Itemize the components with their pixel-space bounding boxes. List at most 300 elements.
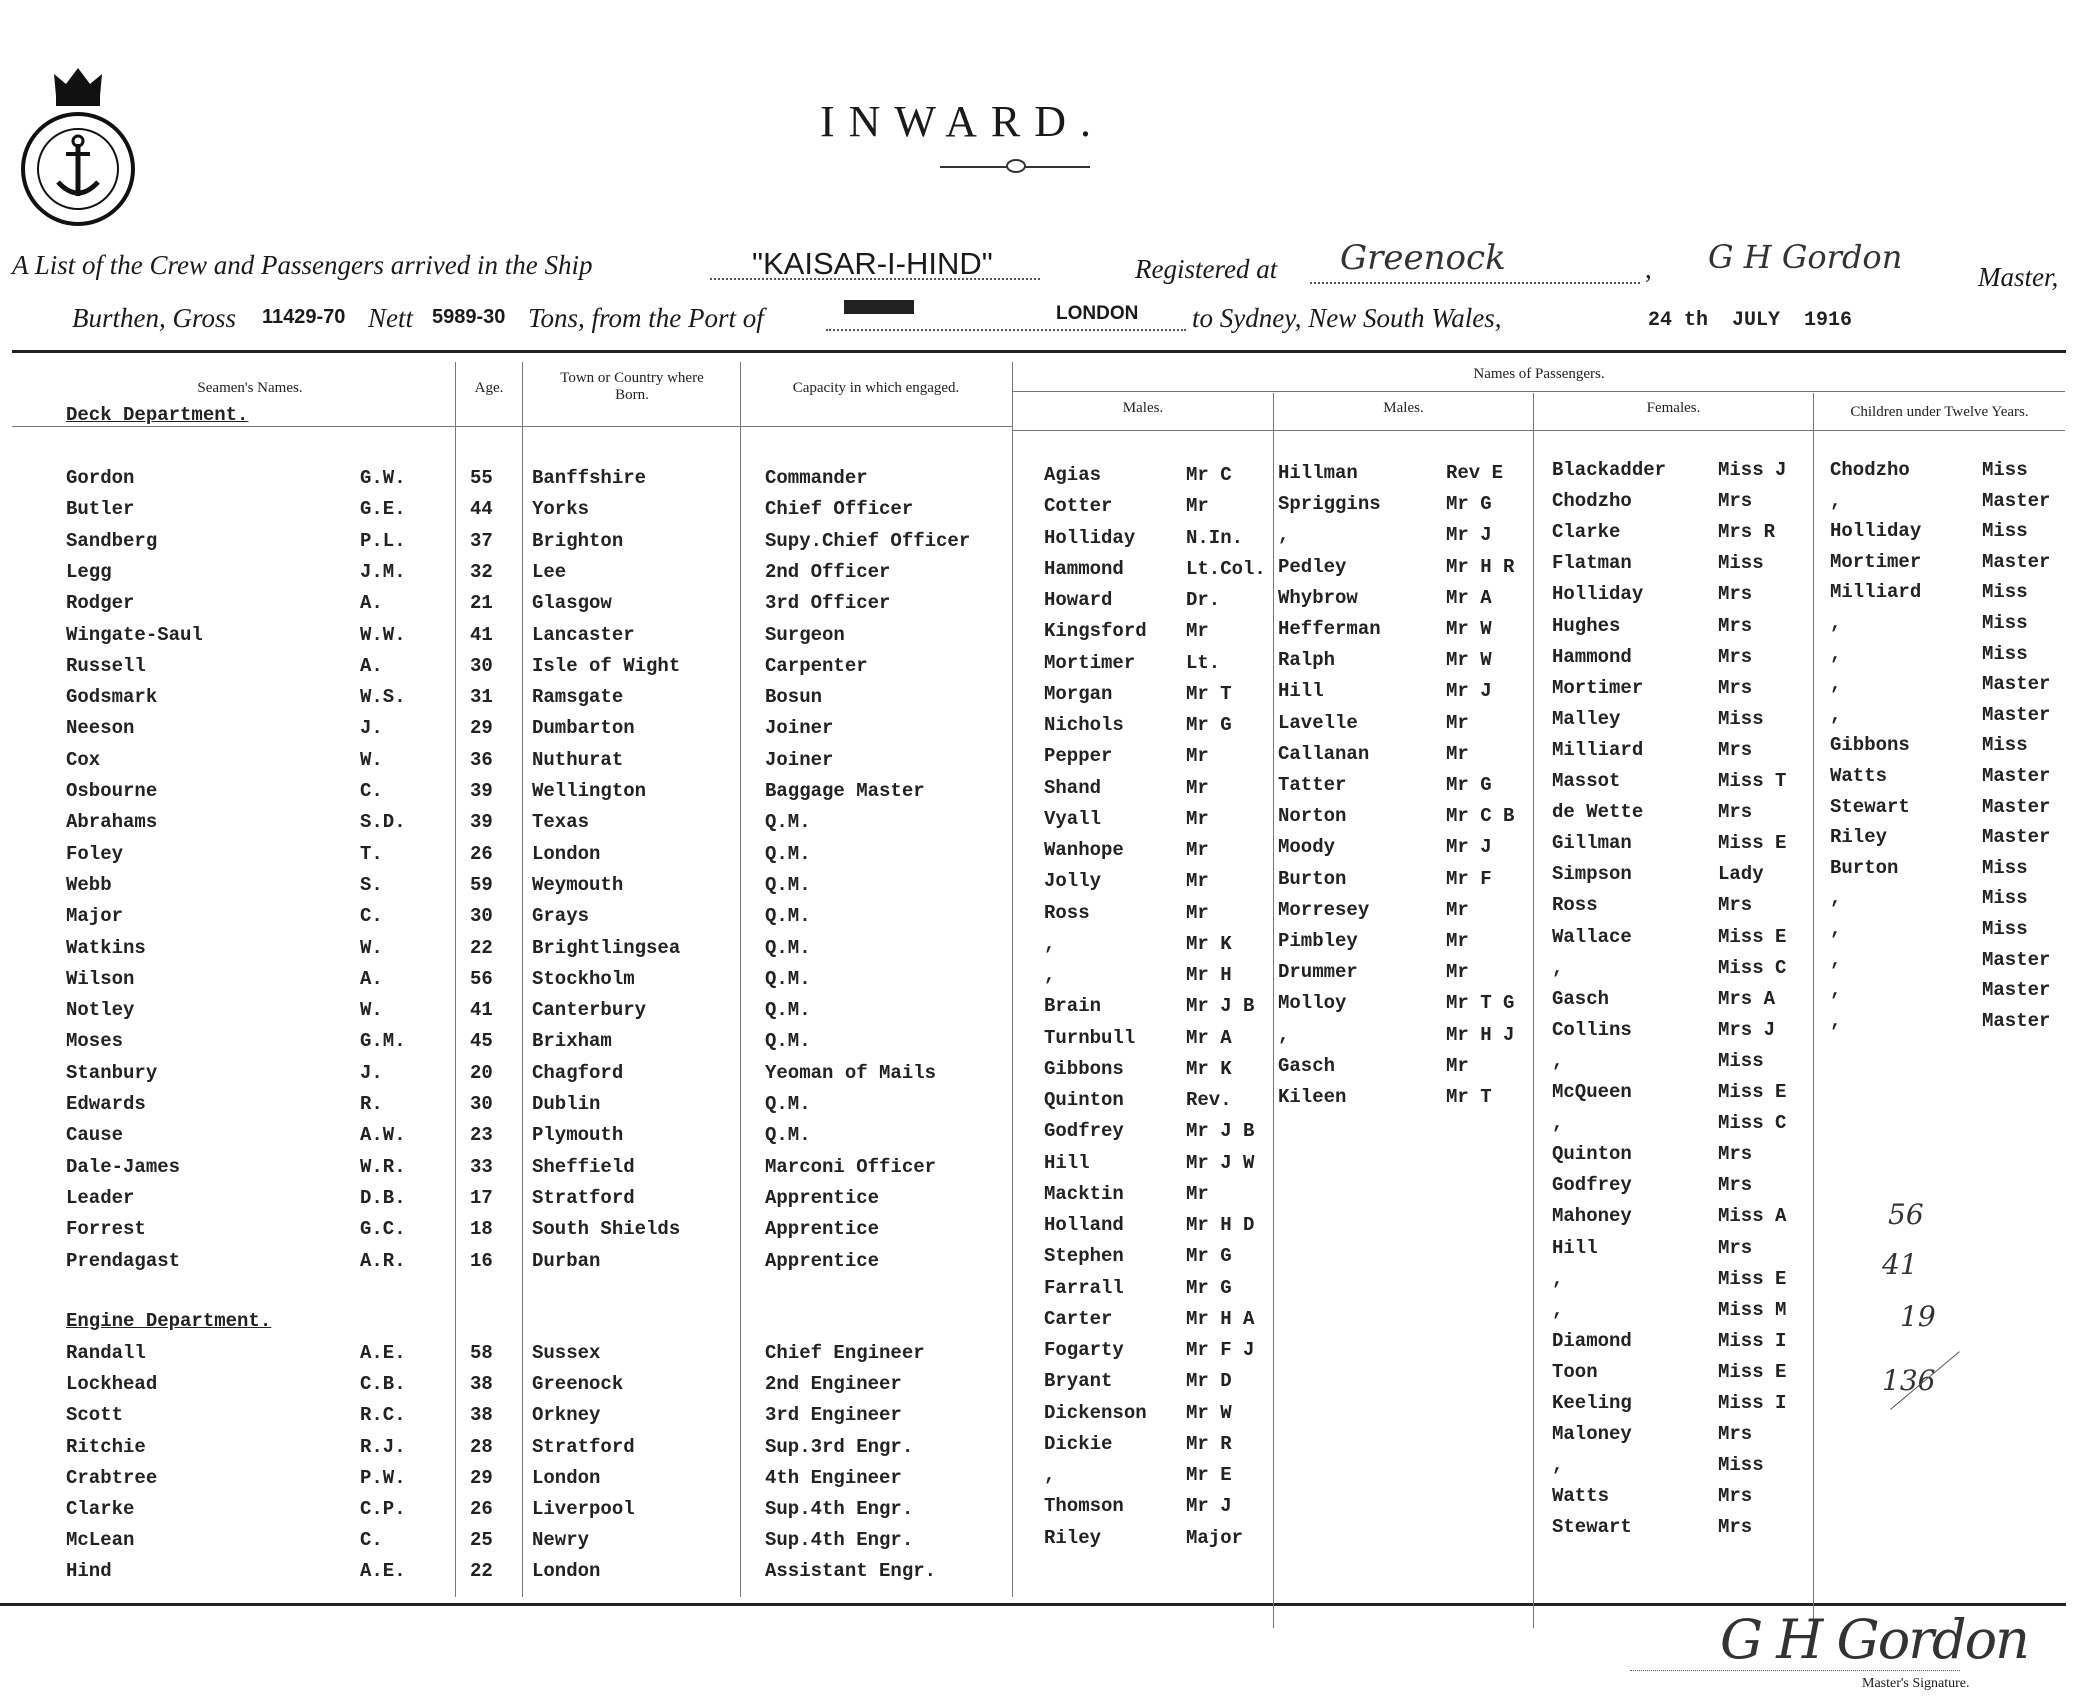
seaman-surname: Cause [66, 1124, 124, 1147]
seaman-surname: Crabtree [66, 1466, 158, 1489]
passenger-male-surname: Wanhope [1044, 839, 1124, 861]
seaman-birthplace: Isle of Wight [532, 654, 681, 677]
seaman-initials: J.M. [360, 560, 406, 583]
passenger-child-surname: , [1830, 612, 1842, 634]
passenger-child-title: Master [1982, 703, 2051, 726]
passenger-female-title: Mrs [1718, 738, 1753, 761]
seaman-birthplace: Greenock [532, 1373, 624, 1396]
passenger-female-title: Miss E [1718, 925, 1787, 948]
passenger-child-surname: , [1830, 673, 1842, 696]
heading-town: Town or Country where Born. [560, 370, 704, 403]
passenger-female-surname: Holliday [1552, 583, 1644, 606]
passenger-male-surname: Ralph [1278, 649, 1336, 672]
passenger-female-surname: Watts [1552, 1485, 1610, 1508]
seaman-age: 38 [470, 1373, 493, 1396]
seaman-age: 33 [470, 1155, 493, 1178]
passenger-female-title: Mrs [1718, 614, 1753, 637]
passenger-male-title: Mr [1186, 870, 1209, 893]
passenger-female-title: Miss [1718, 1049, 1764, 1072]
passenger-child-surname: Burton [1830, 856, 1899, 879]
burthen-label: Burthen, Gross [72, 303, 237, 333]
passenger-child-surname: Riley [1830, 826, 1888, 849]
engine-department-heading: Engine Department. [66, 1310, 272, 1332]
heading-males-2: Males. [1383, 400, 1424, 416]
passenger-female-title: Mrs [1718, 645, 1753, 668]
passenger-male-title: Mr J [1446, 836, 1492, 859]
passenger-female-title: Miss J [1718, 459, 1787, 481]
seaman-surname: Lockhead [66, 1373, 158, 1396]
seaman-initials: R.J. [360, 1435, 406, 1458]
passenger-female-surname: Stewart [1552, 1516, 1632, 1539]
passenger-female-title: Miss E [1718, 832, 1787, 855]
seaman-birthplace: Grays [532, 905, 590, 928]
seaman-capacity: Joiner [765, 748, 834, 771]
seaman-capacity: Chief Officer [765, 498, 914, 521]
seaman-birthplace: Sussex [532, 1342, 601, 1364]
arrival-date: 24 th JULY 1916 [1648, 309, 1853, 332]
passenger-female-surname: Flatman [1552, 552, 1632, 575]
deck-department-heading: Deck Department. [66, 404, 249, 426]
passenger-male-title: Mr W [1446, 618, 1492, 640]
passenger-female-title: Mrs [1718, 801, 1753, 824]
passenger-male-title: Mr G [1186, 1245, 1232, 1268]
passenger-male-title: Mr K [1186, 932, 1232, 955]
seaman-capacity: Supy.Chief Officer [765, 529, 971, 552]
passenger-male-title: Mr C B [1446, 805, 1515, 828]
passenger-male-surname: , [1278, 1023, 1290, 1046]
passenger-female-surname: Maloney [1552, 1423, 1632, 1446]
seaman-age: 56 [470, 967, 493, 990]
seaman-capacity: Q.M. [765, 936, 811, 959]
seaman-birthplace: Brighton [532, 529, 624, 552]
passenger-male-title: Mr J [1186, 1495, 1232, 1518]
seaman-surname: Edwards [66, 1093, 146, 1115]
master-signature [1630, 1600, 2050, 1700]
passenger-male-title: Mr H A [1186, 1307, 1255, 1330]
seaman-initials: S. [360, 873, 383, 896]
seaman-initials: A.W. [360, 1124, 406, 1147]
passenger-female-surname: Hughes [1552, 614, 1621, 637]
seaman-capacity: Q.M. [765, 1030, 811, 1053]
seaman-capacity: 3rd Officer [765, 592, 891, 615]
passenger-female-title: Mrs R [1718, 521, 1776, 544]
tally-number: 19 [1900, 1300, 1936, 1333]
seaman-initials: R. [360, 1093, 383, 1115]
passenger-child-title: Miss [1982, 459, 2028, 481]
passenger-male-title: Rev. [1186, 1089, 1232, 1111]
title-ornament [1006, 159, 1026, 173]
passenger-male-surname: Pimbley [1278, 930, 1358, 952]
seaman-surname: Wilson [66, 967, 135, 990]
seaman-age: 30 [470, 1093, 493, 1115]
passenger-female-title: Mrs [1718, 1485, 1753, 1508]
seaman-initials: W. [360, 748, 383, 771]
passenger-female-surname: , [1552, 1454, 1564, 1477]
passenger-male-surname: Kileen [1278, 1086, 1347, 1108]
seaman-capacity: Q.M. [765, 1093, 811, 1115]
seaman-birthplace: London [532, 1560, 601, 1583]
seaman-initials: G.W. [360, 467, 406, 489]
seaman-initials: C.P. [360, 1498, 406, 1520]
passenger-female-surname: Clarke [1552, 521, 1621, 544]
passenger-female-title: Mrs [1718, 1174, 1753, 1197]
seaman-surname: Rodger [66, 592, 135, 615]
seaman-surname: Foley [66, 842, 124, 865]
seaman-surname: Ritchie [66, 1435, 146, 1458]
passenger-male-title: Mr W [1186, 1401, 1232, 1424]
seaman-surname: Notley [66, 999, 135, 1022]
signature-script: G H Gordon [1720, 1608, 2028, 1671]
passenger-child-title: Master [1982, 795, 2051, 818]
passenger-female-title: Miss C [1718, 956, 1787, 979]
passenger-male-surname: Nichols [1044, 714, 1124, 736]
tally-number: 136 [1882, 1364, 1936, 1397]
seaman-age: 55 [470, 467, 493, 489]
seaman-initials: T. [360, 842, 383, 865]
passenger-male-surname: Hammond [1044, 557, 1124, 580]
seaman-birthplace: Newry [532, 1529, 590, 1552]
passenger-male-surname: Burton [1278, 867, 1347, 890]
passenger-female-title: Mrs [1718, 1516, 1753, 1539]
passenger-male-title: Mr W [1446, 649, 1492, 672]
passenger-male-surname: Vyall [1044, 807, 1102, 830]
passenger-male-title: Mr J B [1186, 995, 1255, 1018]
seaman-birthplace: Wellington [532, 780, 647, 802]
passenger-male-title: Mr [1186, 745, 1209, 768]
passenger-male-title: Mr G [1186, 1276, 1232, 1299]
passenger-male-title: Mr [1186, 839, 1209, 861]
seaman-age: 23 [470, 1124, 493, 1147]
seaman-surname: Randall [66, 1342, 146, 1364]
seaman-capacity: Surgeon [765, 623, 845, 646]
seaman-initials: G.E. [360, 498, 406, 521]
passenger-child-title: Miss [1982, 856, 2028, 879]
seaman-initials: C. [360, 780, 383, 802]
passenger-child-surname: Mortimer [1830, 550, 1922, 573]
seaman-age: 31 [470, 686, 493, 709]
seaman-birthplace: Orkney [532, 1404, 601, 1427]
passenger-female-surname: Keeling [1552, 1392, 1632, 1414]
passenger-child-title: Master [1982, 948, 2051, 971]
seaman-surname: Russell [66, 654, 146, 677]
passenger-male-surname: Lavelle [1278, 711, 1358, 734]
passenger-male-title: Dr. [1186, 589, 1221, 611]
seaman-age: 41 [470, 999, 493, 1022]
passenger-child-title: Miss [1982, 642, 2028, 665]
seaman-age: 38 [470, 1404, 493, 1427]
seaman-age: 41 [470, 623, 493, 646]
seaman-age: 44 [470, 498, 493, 521]
heading-children: Children under Twelve Years. [1850, 404, 2029, 420]
passenger-male-surname: Agias [1044, 464, 1102, 486]
passenger-child-title: Miss [1982, 918, 2028, 940]
seaman-birthplace: Plymouth [532, 1124, 624, 1147]
seaman-age: 22 [470, 936, 493, 959]
seaman-surname: Leader [66, 1186, 135, 1209]
passenger-female-surname: Collins [1552, 1018, 1632, 1041]
passenger-female-surname: Wallace [1552, 925, 1632, 948]
passenger-male-surname: Moody [1278, 836, 1336, 859]
seaman-surname: Cox [66, 748, 101, 771]
seaman-age: 39 [470, 811, 493, 834]
heading-seamen-names: Seamen's Names. [197, 380, 303, 396]
passenger-female-surname: , [1552, 956, 1564, 979]
passenger-female-surname: Mahoney [1552, 1205, 1632, 1228]
seaman-age: 36 [470, 748, 493, 771]
passenger-male-surname: Morgan [1044, 682, 1113, 705]
passenger-male-title: Mr G [1446, 493, 1492, 516]
seaman-age: 25 [470, 1529, 493, 1552]
seaman-birthplace: Brightlingsea [532, 936, 681, 959]
seaman-birthplace: Chagford [532, 1061, 624, 1084]
comma: , [1645, 254, 1652, 284]
passenger-male-surname: Macktin [1044, 1182, 1124, 1205]
passenger-male-surname: Norton [1278, 805, 1347, 828]
seaman-capacity: Sup.4th Engr. [765, 1529, 914, 1552]
passenger-child-title: Miss [1982, 520, 2028, 543]
seaman-age: 17 [470, 1186, 493, 1209]
seaman-initials: A. [360, 592, 383, 615]
passenger-female-surname: Hill [1552, 1236, 1598, 1259]
passenger-male-title: Mr J [1446, 524, 1492, 547]
seaman-initials: P.W. [360, 1466, 406, 1489]
seaman-capacity: Assistant Engr. [765, 1560, 937, 1583]
passenger-male-surname: Hill [1278, 680, 1324, 703]
master-name: G H Gordon [1708, 238, 1903, 276]
passenger-male-title: Mr T [1186, 682, 1232, 705]
passenger-child-title: Miss [1982, 581, 2028, 604]
tally-number: 56 [1888, 1198, 1924, 1231]
passenger-male-surname: Holliday [1044, 526, 1136, 549]
passenger-female-surname: Diamond [1552, 1329, 1632, 1352]
passenger-male-title: Mr [1186, 807, 1209, 830]
seaman-age: 20 [470, 1061, 493, 1084]
seaman-age: 59 [470, 873, 493, 896]
passenger-male-surname: , [1044, 1464, 1056, 1486]
seaman-birthplace: Lancaster [532, 623, 635, 646]
passenger-child-surname: Watts [1830, 765, 1888, 787]
passenger-male-surname: Farrall [1044, 1276, 1124, 1299]
passenger-male-title: Lt.Col. [1186, 557, 1266, 580]
seaman-age: 21 [470, 592, 493, 615]
seaman-surname: Watkins [66, 936, 146, 959]
seaman-initials: W. [360, 936, 383, 959]
passenger-child-surname: , [1830, 918, 1842, 940]
seaman-surname: Dale-James [66, 1155, 181, 1178]
seaman-capacity: Q.M. [765, 1124, 811, 1147]
col-divider-age [455, 362, 456, 1597]
passenger-child-title: Miss [1982, 734, 2028, 757]
seaman-capacity: 4th Engineer [765, 1466, 902, 1489]
seaman-birthplace: London [532, 1466, 601, 1489]
shipping-masters-seal [18, 44, 138, 234]
header-divider [12, 426, 1012, 427]
seaman-surname: Forrest [66, 1218, 146, 1241]
passenger-male-title: Major [1186, 1526, 1244, 1549]
struck-port [844, 300, 914, 314]
passenger-child-title: Master [1982, 673, 2051, 696]
passenger-male-surname: Morresey [1278, 898, 1370, 921]
seaman-birthplace: Canterbury [532, 999, 647, 1022]
passenger-male-surname: , [1044, 932, 1056, 955]
passenger-male-title: Lt. [1186, 651, 1221, 674]
seaman-birthplace: Brixham [532, 1030, 612, 1053]
passenger-male-title: Mr [1186, 776, 1209, 799]
passenger-child-surname: Holliday [1830, 520, 1922, 543]
passenger-female-title: Mrs [1718, 676, 1753, 699]
passenger-female-surname: , [1552, 1112, 1564, 1135]
seaman-surname: Osbourne [66, 780, 158, 802]
table-top-rule [12, 350, 2066, 353]
passenger-male-title: Mr G [1186, 714, 1232, 736]
seaman-birthplace: Stratford [532, 1186, 635, 1209]
heading-age: Age. [474, 380, 504, 396]
seaman-birthplace: Banffshire [532, 467, 647, 489]
passenger-female-surname: Milliard [1552, 738, 1644, 761]
passenger-female-title: Miss M [1718, 1298, 1787, 1321]
seaman-age: 29 [470, 717, 493, 740]
form-title: INWARD. [820, 97, 1105, 146]
seaman-birthplace: London [532, 842, 601, 865]
seaman-age: 58 [470, 1342, 493, 1364]
to-sydney-label: to Sydney, New South Wales, [1192, 303, 1502, 333]
seaman-initials: C.B. [360, 1373, 406, 1396]
heading-females: Females. [1646, 400, 1701, 416]
passenger-female-surname: de Wette [1552, 801, 1644, 824]
passenger-female-title: Mrs [1718, 490, 1753, 513]
tons-from-label: Tons, from the Port of [528, 303, 764, 333]
col-divider-females [1533, 393, 1534, 1628]
passenger-child-surname: , [1830, 1009, 1842, 1032]
seaman-age: 28 [470, 1435, 493, 1458]
passenger-child-title: Miss [1982, 887, 2028, 910]
passenger-male-title: Mr E [1186, 1464, 1232, 1486]
registered-label: Registered at [1135, 254, 1278, 284]
seaman-age: 22 [470, 1560, 493, 1583]
passenger-child-title: Master [1982, 1009, 2051, 1032]
passenger-male-title: Mr [1446, 1054, 1469, 1077]
seaman-initials: W. [360, 999, 383, 1022]
seaman-capacity: Q.M. [765, 811, 811, 834]
passenger-child-title: Miss [1982, 612, 2028, 634]
seaman-birthplace: Liverpool [532, 1498, 635, 1520]
seaman-surname: Prendagast [66, 1249, 181, 1272]
passenger-male-surname: Callanan [1278, 742, 1370, 765]
passenger-female-surname: , [1552, 1267, 1564, 1290]
seaman-initials: C. [360, 905, 383, 928]
passenger-male-surname: Riley [1044, 1526, 1102, 1549]
seaman-capacity: Baggage Master [765, 780, 925, 802]
passenger-child-surname: Chodzho [1830, 459, 1910, 481]
seaman-initials: A. [360, 967, 383, 990]
seaman-surname: Neeson [66, 717, 135, 740]
passenger-female-surname: Quinton [1552, 1143, 1632, 1166]
passenger-child-title: Master [1982, 826, 2051, 849]
seaman-capacity: Marconi Officer [765, 1155, 937, 1178]
departure-port: LONDON [1056, 303, 1139, 324]
passenger-male-surname: Whybrow [1278, 586, 1358, 609]
seaman-age: 16 [470, 1249, 493, 1272]
passenger-male-title: Mr J B [1186, 1120, 1255, 1143]
passenger-male-title: Rev E [1446, 462, 1504, 484]
passenger-male-surname: Hill [1044, 1151, 1090, 1174]
seaman-capacity: Q.M. [765, 842, 811, 865]
seaman-birthplace: Sheffield [532, 1155, 635, 1178]
seaman-birthplace: Glasgow [532, 592, 612, 615]
passenger-child-surname: , [1830, 948, 1842, 971]
seaman-surname: McLean [66, 1529, 135, 1552]
passenger-child-surname: , [1830, 642, 1842, 665]
header-prefix: A List of the Crew and Passengers arrived in the Ship [12, 250, 593, 280]
passenger-subheader-rule [1013, 391, 2065, 392]
passenger-female-title: Mrs [1718, 1423, 1753, 1446]
passenger-child-surname: , [1830, 703, 1842, 726]
passenger-female-title: Mrs [1718, 1236, 1753, 1259]
passenger-male-title: Mr G [1446, 774, 1492, 796]
passenger-male-title: Mr J W [1186, 1151, 1255, 1174]
passenger-male-surname: Carter [1044, 1307, 1113, 1330]
seaman-capacity: 2nd Engineer [765, 1373, 902, 1396]
seaman-birthplace: Yorks [532, 498, 590, 521]
passenger-female-title: Mrs [1718, 1143, 1753, 1166]
passenger-male-surname: Jolly [1044, 870, 1102, 893]
passenger-male-surname: , [1278, 524, 1290, 547]
passenger-male-title: N.In. [1186, 526, 1244, 549]
seaman-birthplace: Ramsgate [532, 686, 624, 709]
passenger-female-surname: Gasch [1552, 987, 1610, 1010]
seaman-initials: D.B. [360, 1186, 406, 1209]
passenger-female-title: Miss I [1718, 1329, 1787, 1352]
passenger-female-surname: Mortimer [1552, 676, 1644, 699]
passenger-male-surname: Howard [1044, 589, 1113, 611]
seaman-initials: W.W. [360, 623, 406, 646]
passenger-male-surname: Holland [1044, 1214, 1124, 1236]
passenger-male-title: Mr F J [1186, 1339, 1255, 1361]
seaman-surname: Major [66, 905, 124, 928]
passenger-male-title: Mr J [1446, 680, 1492, 703]
passenger-female-surname: McQueen [1552, 1081, 1632, 1103]
seaman-birthplace: Weymouth [532, 873, 624, 896]
seaman-initials: G.M. [360, 1030, 406, 1053]
tally-number: 41 [1882, 1248, 1918, 1281]
seaman-capacity: Commander [765, 467, 868, 489]
seaman-surname: Webb [66, 873, 112, 896]
passenger-male-title: Mr H [1186, 964, 1232, 986]
passenger-male-title: Mr [1186, 901, 1209, 924]
passenger-header-divider [1013, 430, 2065, 431]
passenger-child-surname: Stewart [1830, 795, 1910, 818]
seaman-birthplace: Dublin [532, 1093, 601, 1115]
seaman-initials: A. [360, 654, 383, 677]
seaman-surname: Wingate-Saul [66, 623, 203, 646]
seaman-birthplace: Nuthurat [532, 748, 624, 771]
passenger-male-title: Mr D [1186, 1370, 1232, 1393]
passenger-male-surname: Molloy [1278, 992, 1347, 1015]
passenger-male-surname: Cotter [1044, 495, 1113, 518]
seaman-surname: Butler [66, 498, 135, 521]
col-divider-capacity [740, 362, 741, 1597]
passenger-female-title: Miss E [1718, 1081, 1787, 1103]
seaman-initials: R.C. [360, 1404, 406, 1427]
signature-label: Master's Signature. [1862, 1676, 1970, 1691]
passenger-female-surname: Ross [1552, 894, 1598, 917]
passenger-male-title: Mr T [1446, 1086, 1492, 1108]
passenger-female-title: Mrs [1718, 894, 1753, 917]
passenger-female-title: Miss [1718, 707, 1764, 730]
passenger-female-surname: Blackadder [1552, 459, 1667, 481]
seaman-capacity: Apprentice [765, 1186, 880, 1209]
passenger-male-surname: Drummer [1278, 961, 1358, 984]
